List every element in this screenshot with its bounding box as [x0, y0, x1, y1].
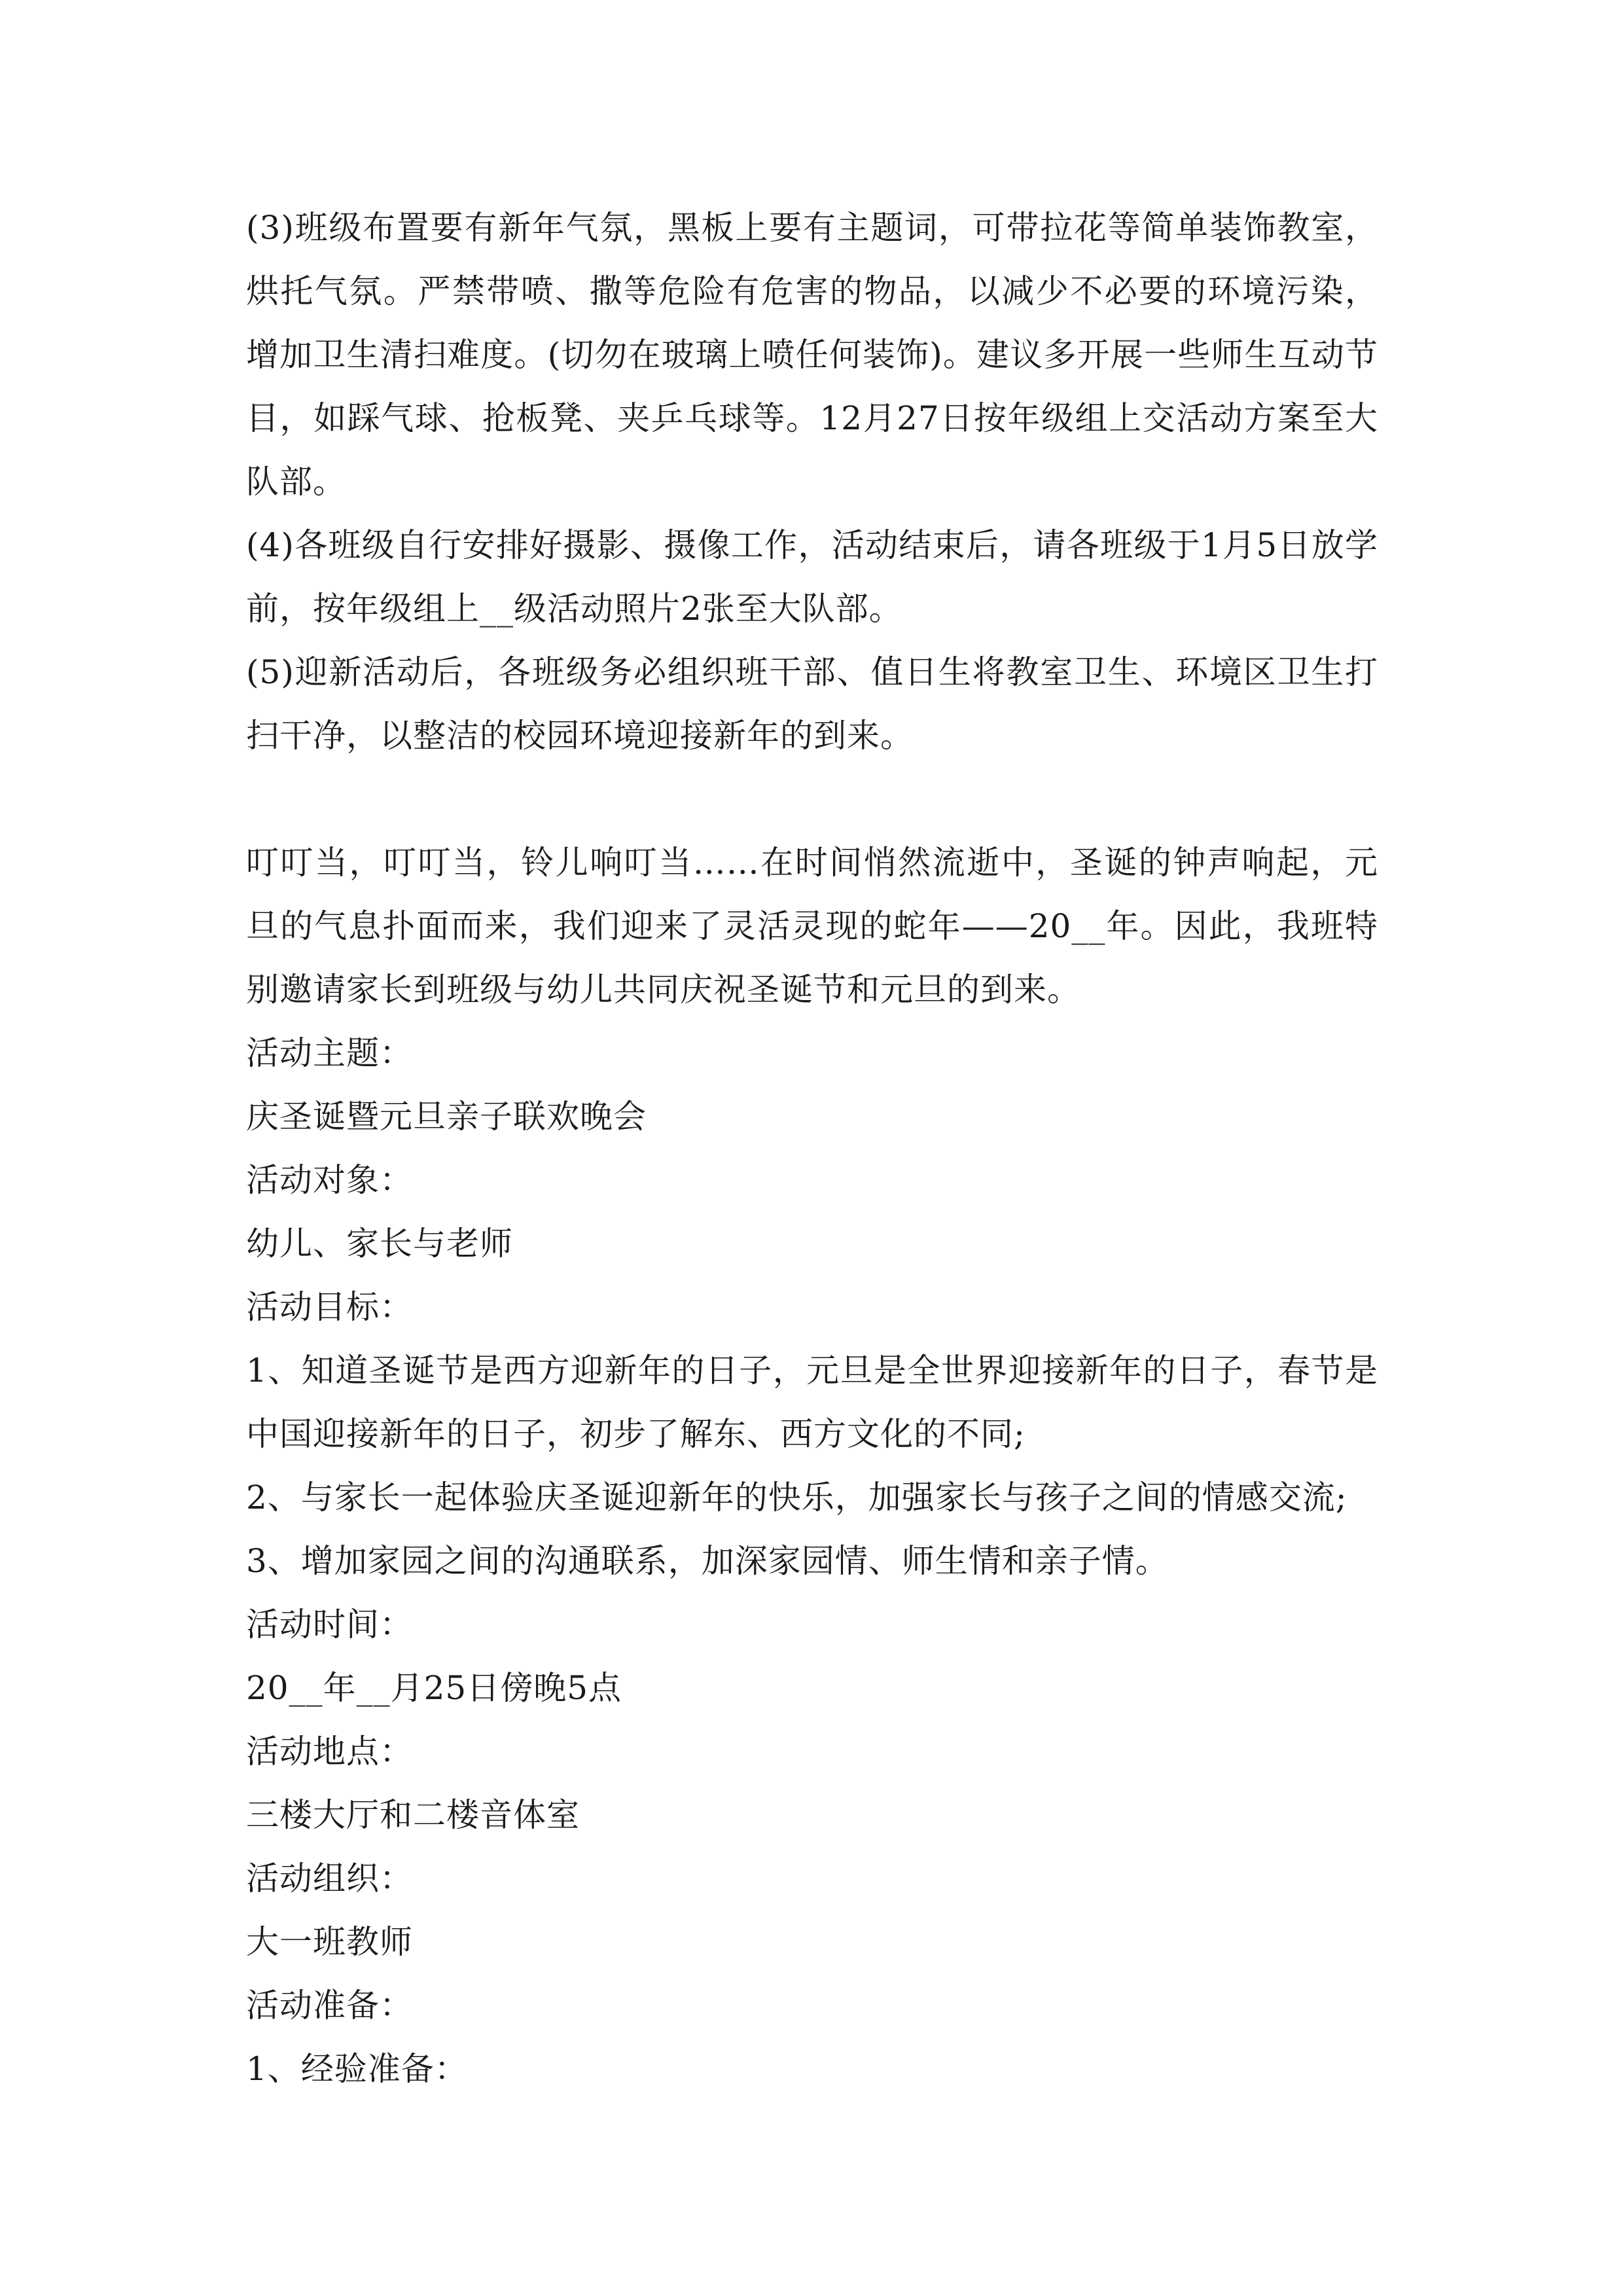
text-experience-preparation: 1、经验准备： [246, 2050, 468, 2088]
goal-item-2: 2、与家长一起体验庆圣诞迎新年的快乐，加强家长与孩子之间的情感交流; [246, 1479, 1347, 1516]
text-activity-theme: 庆圣诞暨元旦亲子联欢晚会 [246, 1098, 647, 1136]
heading-activity-organizer: 活动组织： [246, 1859, 413, 1897]
paragraph-photography: (4)各班级自行安排好摄影、摄像工作，活动结束后，请各班级于1月5日放学前，按年级组上__级活动照片2张至大队部。 [246, 526, 1378, 628]
goal-item-1: 1、知道圣诞节是西方迎新年的日子，元旦是全世界迎接新年的日子，春节是中国迎接新年的日子，初步了解东、西方文化的不同; [246, 1352, 1378, 1453]
text-activity-time: 20__年__月25日傍晚5点 [246, 1669, 622, 1707]
text-activity-target: 幼儿、家长与老师 [246, 1225, 513, 1263]
paragraph-intro: 叮叮当，叮叮当，铃儿响叮当……在时间悄然流逝中，圣诞的钟声响起，元旦的气息扑面而来，我们迎来了灵活灵现的蛇年——20__年。因此，我班特别邀请家长到班级与幼儿共同庆祝圣诞节和元旦的到来。 [246, 844, 1378, 1009]
section-gap [246, 768, 1378, 831]
text-activity-organizer: 大一班教师 [246, 1923, 413, 1961]
heading-activity-time: 活动时间： [246, 1605, 413, 1643]
document-body [246, 196, 1378, 2101]
paragraph-class-decoration: (3)班级布置要有新年气氛，黑板上要有主题词，可带拉花等简单装饰教室，烘托气氛。严禁带喷、撒等危险有危害的物品，以减少不必要的环境污染，增加卫生清扫难度。(切勿在玻璃上喷任何装饰)。建议多开展一些师生互动节目，如踩气球、抢板凳、夹乒乓球等。12月27日按年级组上交活动方案至大队部。 [246, 209, 1378, 501]
goal-item-3: 3、增加家园之间的沟通联系，加深家园情、师生情和亲子情。 [246, 1542, 1169, 1580]
text-activity-location: 三楼大厅和二楼音体室 [246, 1796, 580, 1834]
heading-activity-location: 活动地点： [246, 1732, 413, 1770]
heading-activity-goals: 活动目标： [246, 1288, 413, 1326]
heading-activity-preparation: 活动准备： [246, 1986, 413, 2024]
heading-activity-target: 活动对象： [246, 1161, 413, 1199]
heading-activity-theme: 活动主题： [246, 1034, 413, 1072]
paragraph-cleanup: (5)迎新活动后，各班级务必组织班干部、值日生将教室卫生、环境区卫生打扫干净，以整洁的校园环境迎接新年的到来。 [246, 653, 1378, 755]
